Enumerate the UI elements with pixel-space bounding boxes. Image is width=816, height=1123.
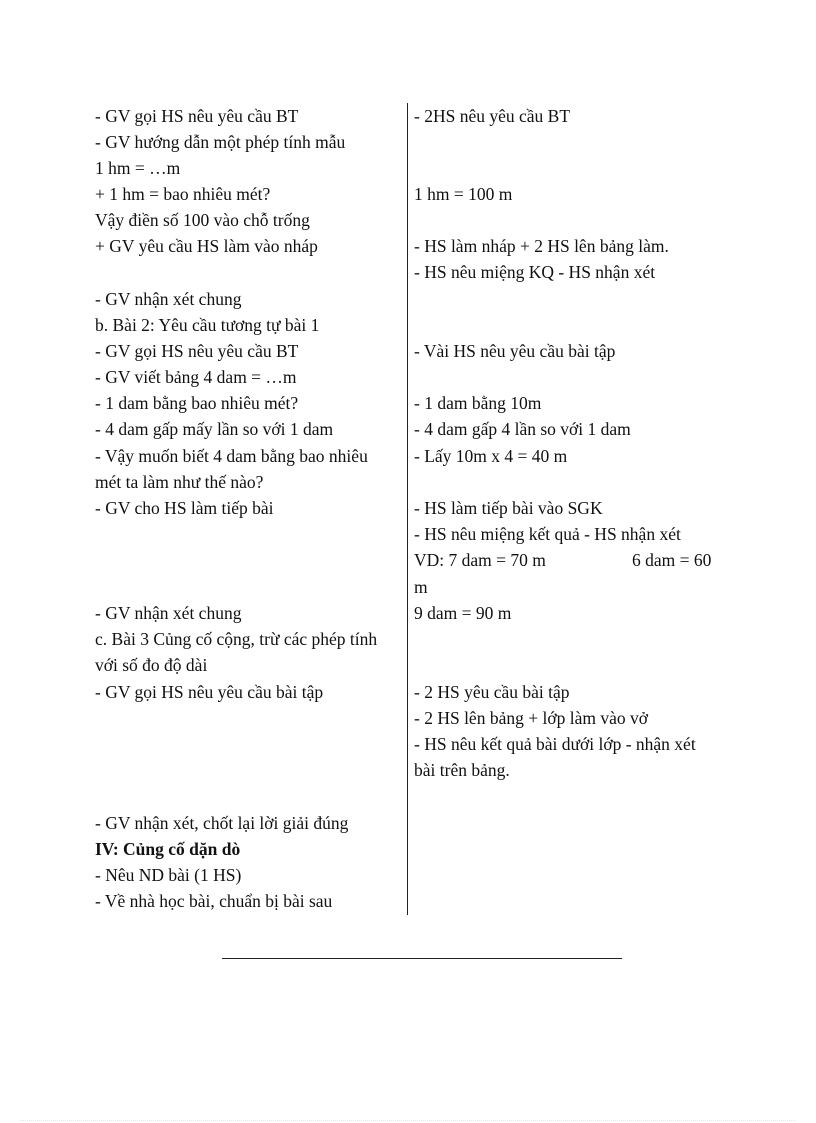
left-line: + GV yêu cầu HS làm vào nháp xyxy=(95,236,318,256)
left-line: - Nêu ND bài (1 HS) xyxy=(95,865,242,885)
left-line: - GV viết bảng 4 dam = …m xyxy=(95,367,297,387)
right-line: - HS làm tiếp bài vào SGK xyxy=(414,498,603,518)
left-line: - Về nhà học bài, chuẩn bị bài sau xyxy=(95,891,333,911)
end-divider xyxy=(222,958,622,959)
right-line: 9 dam = 90 m xyxy=(414,603,512,623)
left-line: - GV nhận xét chung xyxy=(95,603,242,623)
left-line: - GV gọi HS nêu yêu cầu BT xyxy=(95,341,299,361)
left-line: 1 hm = …m xyxy=(95,158,181,178)
left-line: - GV gọi HS nêu yêu cầu bài tập xyxy=(95,682,324,702)
column-divider xyxy=(407,103,408,915)
right-line: - 2 HS yêu cầu bài tập xyxy=(414,682,570,702)
left-line: - GV cho HS làm tiếp bài xyxy=(95,498,274,518)
left-line: - GV hướng dẫn một phép tính mẫu xyxy=(95,132,346,152)
page-edge-dots xyxy=(20,1120,796,1121)
left-line: + 1 hm = bao nhiêu mét? xyxy=(95,184,271,204)
right-line: bài trên bảng. xyxy=(414,760,510,780)
left-line: b. Bài 2: Yêu cầu tương tự bài 1 xyxy=(95,315,320,335)
left-line: - Vậy muốn biết 4 dam bằng bao nhiêu xyxy=(95,446,368,466)
left-line: - 1 dam bằng bao nhiêu mét? xyxy=(95,393,299,413)
section-heading: IV: Củng cố dặn dò xyxy=(95,839,241,859)
right-line: VD: 7 dam = 70 m xyxy=(414,550,546,570)
left-line: - GV nhận xét chung xyxy=(95,289,242,309)
right-line: - HS làm nháp + 2 HS lên bảng làm. xyxy=(414,236,669,256)
right-line: - 2 HS lên bảng + lớp làm vào vở xyxy=(414,708,648,728)
left-line: - 4 dam gấp mấy lần so với 1 dam xyxy=(95,419,334,439)
left-line: Vậy điền số 100 vào chỗ trống xyxy=(95,210,310,230)
right-line: m xyxy=(414,577,428,597)
right-line: - 2HS nêu yêu cầu BT xyxy=(414,106,571,126)
left-line: - GV gọi HS nêu yêu cầu BT xyxy=(95,106,299,126)
right-line: - HS nêu kết quả bài dưới lớp - nhận xét xyxy=(414,734,696,754)
left-line: c. Bài 3 Củng cố cộng, trừ các phép tính xyxy=(95,629,378,649)
right-line: 6 dam = 60 xyxy=(632,550,712,570)
right-line: - 1 dam bằng 10m xyxy=(414,393,542,413)
left-line: với số đo độ dài xyxy=(95,655,208,675)
right-line: - Vài HS nêu yêu cầu bài tập xyxy=(414,341,616,361)
right-line: - HS nêu miệng KQ - HS nhận xét xyxy=(414,262,656,282)
right-line: - Lấy 10m x 4 = 40 m xyxy=(414,446,568,466)
right-line: 1 hm = 100 m xyxy=(414,184,513,204)
right-line: - HS nêu miệng kết quả - HS nhận xét xyxy=(414,524,681,544)
left-line: mét ta làm như thế nào? xyxy=(95,472,264,492)
left-line: - GV nhận xét, chốt lại lời giải đúng xyxy=(95,813,349,833)
right-line: - 4 dam gấp 4 lần so với 1 dam xyxy=(414,419,631,439)
